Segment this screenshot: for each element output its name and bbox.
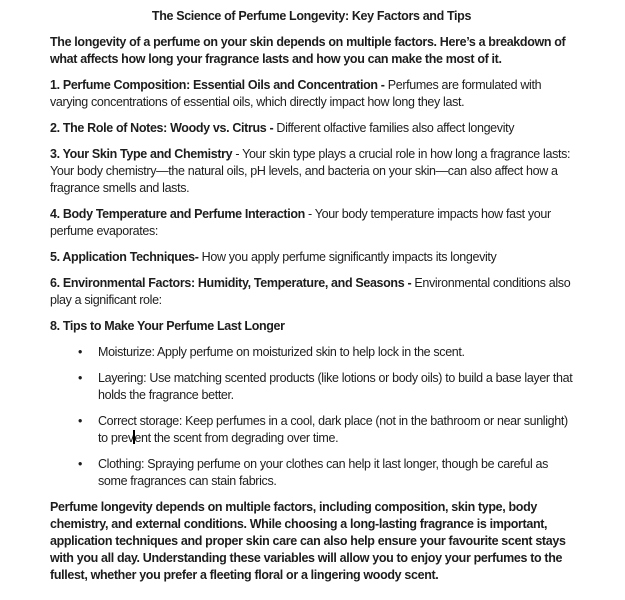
section-4-body-temperature (50, 206, 573, 240)
tip-correct-storage (50, 413, 573, 447)
section-8-heading: 8. Tips to Make Your Perfume Last Longer (50, 319, 285, 333)
section-2-body: Different olfactive families also affect longevity (273, 121, 515, 135)
section-1-heading: 1. Perfume Composition: Essential Oils and Concentration - (50, 78, 385, 92)
tip-layering (50, 370, 573, 404)
tip-layering-text: Layering: Use matching scented products (like lotions or body oils) to build a base layer that holds the fragrance better. (98, 371, 573, 402)
section-2-notes (50, 120, 573, 137)
tip-moisturize-text: Moisturize: Apply perfume on moisturized skin to help lock in the scent. (98, 345, 465, 359)
tips-list (50, 344, 573, 490)
section-5-body: How you apply perfume significantly impacts its longevity (198, 250, 497, 264)
section-6-body: Environmental conditions also play a significant role: (50, 276, 571, 307)
tip-storage-text-before-cursor: Correct storage: Keep perfumes in a cool, dark place (not in the bathroom or near sunlight) to prev (98, 414, 568, 445)
bullet-marker: • (78, 371, 83, 385)
section-8-tips-heading (50, 318, 573, 335)
section-3-heading: 3. Your Skin Type and Chemistry (50, 147, 233, 161)
document-title: The Science of Perfume Longevity: Key Factors and Tips (151, 9, 472, 23)
section-5-application (50, 249, 573, 266)
tip-storage-text-after-cursor: ent the scent from degrading over time. (134, 431, 339, 445)
bullet-marker: • (78, 345, 83, 359)
tip-clothing-text: Clothing: Spraying perfume on your clothes can help it last longer, though be careful as some fragrances can stain fabrics. (98, 457, 549, 488)
section-5-heading: 5. Application Techniques- (50, 250, 199, 264)
bullet-marker: • (78, 457, 83, 471)
intro-paragraph: The longevity of a perfume on your skin depends on multiple factors. Here’s a breakdown of what affects how long your fragrance lasts and how you can make the most of it. (50, 35, 566, 66)
bullet-marker: • (78, 414, 83, 428)
tip-clothing (50, 456, 573, 490)
section-4-heading: 4. Body Temperature and Perfume Interaction (50, 207, 305, 221)
section-1-composition (50, 77, 573, 111)
section-6-heading: 6. Environmental Factors: Humidity, Temperature, and Seasons - (50, 276, 412, 290)
tip-moisturize (50, 344, 573, 361)
section-3-skin-type (50, 146, 573, 197)
section-3-body: - Your skin type plays a crucial role in how long a fragrance lasts: Your body chemistry—the natural oils, pH levels, and bacteria on your skin—can also affect how a fragrance smells and lasts. (50, 147, 571, 195)
section-2-heading: 2. The Role of Notes: Woody vs. Citrus - (50, 121, 274, 135)
section-1-body: Perfumes are formulated with varying concentrations of essential oils, which directly impact how long they last. (50, 78, 542, 109)
conclusion-paragraph: Perfume longevity depends on multiple factors, including composition, skin type, body chemistry, and external conditions. While choosing a long-lasting fragrance is important, application techniques and proper skin care can also help ensure your favourite scent stays with you all day. Understanding these variables will allow you to enjoy your perfumes to the fullest, whether you prefer a fleeting floral or a lingering woody scent. (50, 500, 566, 582)
section-4-body: - Your body temperature impacts how fast your perfume evaporates: (50, 207, 551, 238)
section-6-environment (50, 275, 573, 309)
